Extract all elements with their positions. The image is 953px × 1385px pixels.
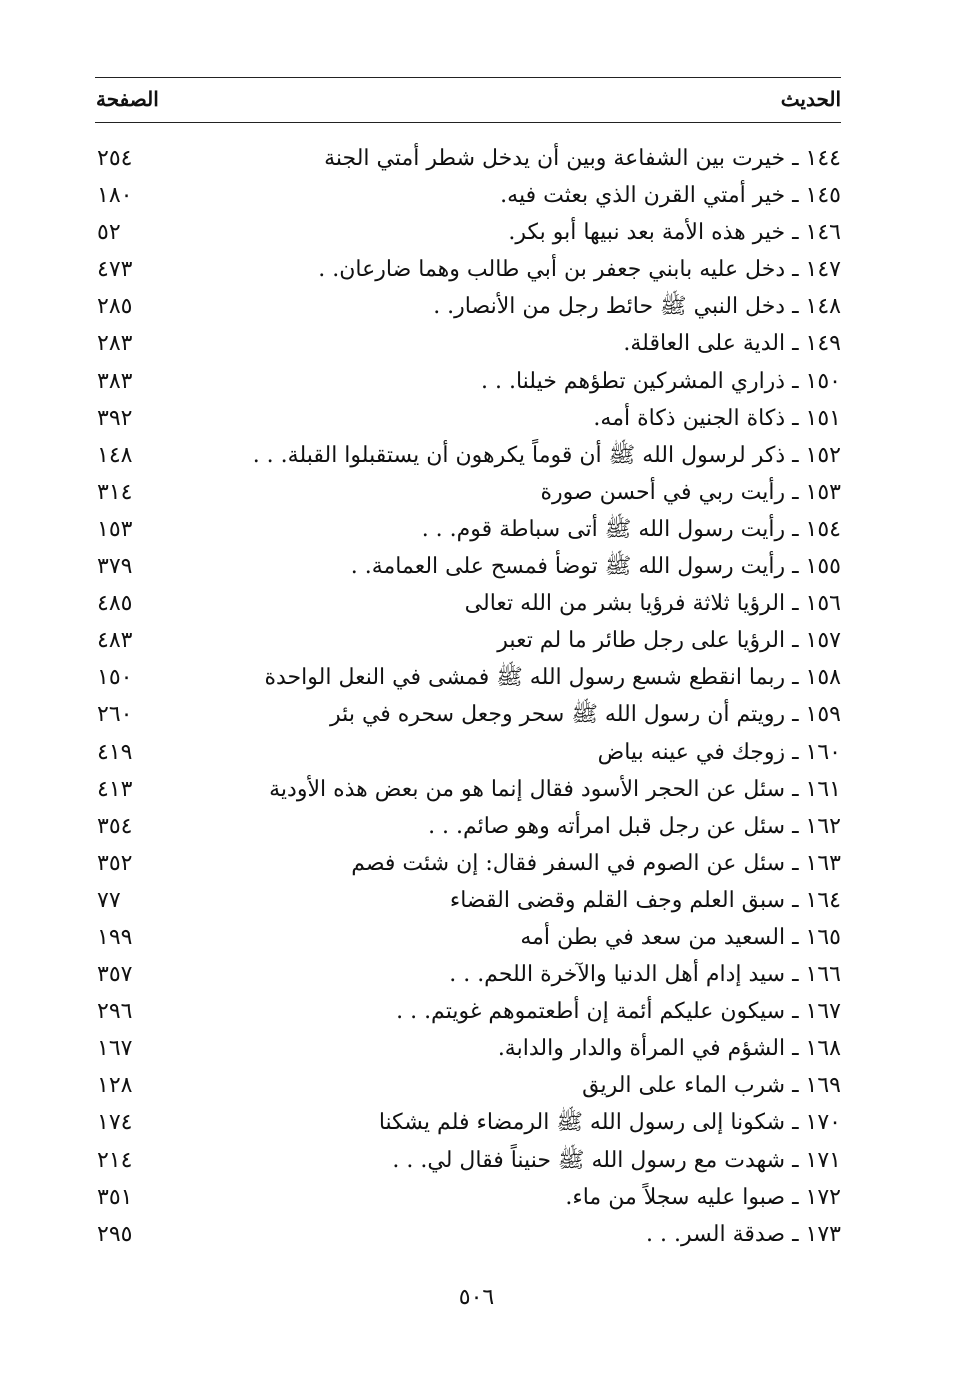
hadith-text: ١٥٢ ـ ذكر لرسول الله ﷺ أن قوماً يكرهون أن يستقبلوا القبلة. . .	[252, 442, 841, 468]
hadith-text: ١٦٢ ـ سئل عن رجل قبل امرأته وهو صائم. . .	[428, 813, 841, 839]
page-reference: ٢١٤	[97, 1147, 133, 1173]
hadith-text: ١٥٥ ـ رأيت رسول الله ﷺ توضأ فمسح على العمامة. .	[350, 554, 841, 580]
page-reference: ٢٨٥	[97, 294, 133, 320]
hadith-text: ١٥٠ ـ ذراري المشركين تطؤهم خيلنا. . .	[480, 368, 841, 394]
index-entry	[95, 847, 841, 884]
page-reference: ٣٥٧	[97, 962, 133, 988]
page-column-header: الصفحة	[96, 87, 159, 111]
index-entry	[95, 439, 841, 476]
hadith-text: ١٥١ ـ ذكاة الجنين ذكاة أمه.	[593, 405, 841, 431]
page-reference: ١٧٤	[97, 1110, 133, 1136]
hadith-text: ١٥٩ ـ رويتم أن رسول الله ﷺ سحر وجعل سحره في بئر	[330, 702, 841, 728]
index-entry	[95, 587, 841, 624]
page-reference: ١٥٠	[97, 665, 133, 691]
page-reference: ٣٥١	[97, 1184, 133, 1210]
hadith-text: ١٦٣ ـ سئل عن الصوم في السفر فقال: إن شئت فصم	[351, 850, 841, 876]
index-entry	[95, 476, 841, 513]
page-reference: ٥٢	[97, 220, 121, 246]
page-reference: ٣٨٣	[97, 368, 133, 394]
index-entry	[95, 958, 841, 995]
page-reference: ٤٨٥	[97, 591, 133, 617]
index-entry	[95, 921, 841, 958]
hadith-text: ١٥٦ ـ الرؤيا ثلاثة فرؤيا بشر من الله تعالى	[464, 591, 841, 617]
page-number: ٥٠٦	[458, 1285, 495, 1310]
hadith-text: ١٦١ ـ سئل عن الحجر الأسود فقال إنما هو من بعض هذه الأودية	[269, 776, 841, 802]
page-reference: ٣٩٢	[97, 405, 133, 431]
index-entry	[95, 142, 841, 179]
index-entry	[95, 402, 841, 439]
index-entry	[95, 1069, 841, 1106]
hadith-text: ١٦٩ ـ شرب الماء على الريق	[582, 1073, 841, 1099]
hadith-text: ١٥٨ ـ ربما انقطع شسع رسول الله ﷺ فمشى في النعل الواحدة	[264, 665, 841, 691]
index-entry	[95, 661, 841, 698]
index-entry	[95, 1032, 841, 1069]
hadith-text: ١٧١ ـ شهدت مع رسول الله ﷺ حنيناً فقال لي. . .	[392, 1147, 841, 1173]
page-reference: ٢٨٣	[97, 331, 133, 357]
hadith-text: ١٤٤ ـ خيرت بين الشفاعة وبين أن يدخل شطر أمتي الجنة	[324, 146, 841, 171]
page-reference: ٣٥٤	[97, 813, 133, 839]
hadith-text: ١٦٦ ـ سيد إدام أهل الدنيا والآخرة اللحم. . .	[449, 962, 841, 988]
index-entry	[95, 513, 841, 550]
page-reference: ٣٧٩	[97, 554, 133, 580]
page-reference: ٤١٩	[97, 739, 133, 765]
hadith-text: ١٦٥ ـ السعيد من سعد في بطن أمه	[520, 924, 841, 950]
page-reference: ٢٩٦	[97, 999, 133, 1025]
page-reference: ١٩٩	[97, 924, 133, 950]
index-entry	[95, 1181, 841, 1218]
index-entry	[95, 290, 841, 327]
page-reference: ٤١٣	[97, 776, 133, 802]
index-entry	[95, 624, 841, 661]
page-reference: ٢٥٤	[97, 146, 133, 171]
hadith-text: ١٦٠ ـ زوجك في عينه بياض	[597, 739, 841, 765]
hadith-text: ١٤٦ ـ خير هذه الأمة بعد نبيها أبو بكر.	[508, 220, 841, 246]
page-reference: ١٥٣	[97, 516, 133, 542]
index-entry	[95, 1144, 841, 1181]
index-entry	[95, 327, 841, 364]
hadith-column-header: الحديث	[780, 87, 841, 111]
page-reference: ١٨٠	[97, 183, 133, 209]
index-entry	[95, 698, 841, 735]
hadith-index-list	[95, 142, 841, 1255]
index-entry	[95, 995, 841, 1032]
page-reference: ١٦٧	[97, 1036, 133, 1062]
page-reference: ١٢٨	[97, 1073, 133, 1099]
header-rule	[95, 122, 841, 123]
hadith-text: ١٧٠ ـ شكونا إلى رسول الله ﷺ الرمضاء فلم يشكنا	[378, 1110, 841, 1136]
hadith-text: ١٤٩ ـ الدية على العاقلة.	[623, 331, 841, 357]
hadith-text: ١٧٣ ـ صدقة السر. . .	[646, 1221, 841, 1247]
hadith-text: ١٥٧ ـ الرؤيا على رجل طائر ما لم تعبر	[497, 628, 841, 654]
index-entry	[95, 365, 841, 402]
hadith-text: ١٤٨ ـ دخل النبي ﷺ حائط رجل من الأنصار. .	[433, 294, 841, 320]
page-reference: ٣١٤	[97, 479, 133, 505]
index-entry	[95, 253, 841, 290]
top-rule	[95, 77, 841, 78]
page-reference: ٢٦٠	[97, 702, 133, 728]
page-reference: ٤٨٣	[97, 628, 133, 654]
index-entry	[95, 550, 841, 587]
index-entry	[95, 216, 841, 253]
hadith-text: ١٤٧ ـ دخل عليه بابني جعفر بن أبي طالب وهما ضارعان. .	[318, 257, 841, 283]
hadith-text: ١٤٥ ـ خير أمتي القرن الذي بعثت فيه.	[500, 183, 841, 209]
index-entry	[95, 810, 841, 847]
index-entry	[95, 1106, 841, 1143]
index-entry	[95, 179, 841, 216]
page-reference: ٣٥٢	[97, 850, 133, 876]
hadith-text: ١٧٢ ـ صبوا عليه سجلاً من ماء.	[565, 1184, 841, 1210]
page-reference: ٤٧٣	[97, 257, 133, 283]
hadith-text: ١٦٨ ـ الشؤم في المرأة والدار والدابة.	[497, 1036, 841, 1062]
hadith-text: ١٦٤ ـ سبق العلم وجف القلم وقضى القضاء	[449, 887, 841, 913]
page-reference: ٢٩٥	[97, 1221, 133, 1247]
page-reference: ١٤٨	[97, 442, 133, 468]
index-entry	[95, 884, 841, 921]
hadith-text: ١٥٤ ـ رأيت رسول الله ﷺ أتى سباطة قوم. . .	[421, 516, 841, 542]
hadith-text: ١٦٧ ـ سيكون عليكم أئمة إن أطعتموهم غويتم. . .	[396, 999, 841, 1025]
index-entry	[95, 773, 841, 810]
page-reference: ٧٧	[97, 887, 121, 913]
index-entry	[95, 1218, 841, 1255]
hadith-text: ١٥٣ ـ رأيت ربي في أحسن صورة	[540, 479, 841, 505]
index-entry	[95, 736, 841, 773]
